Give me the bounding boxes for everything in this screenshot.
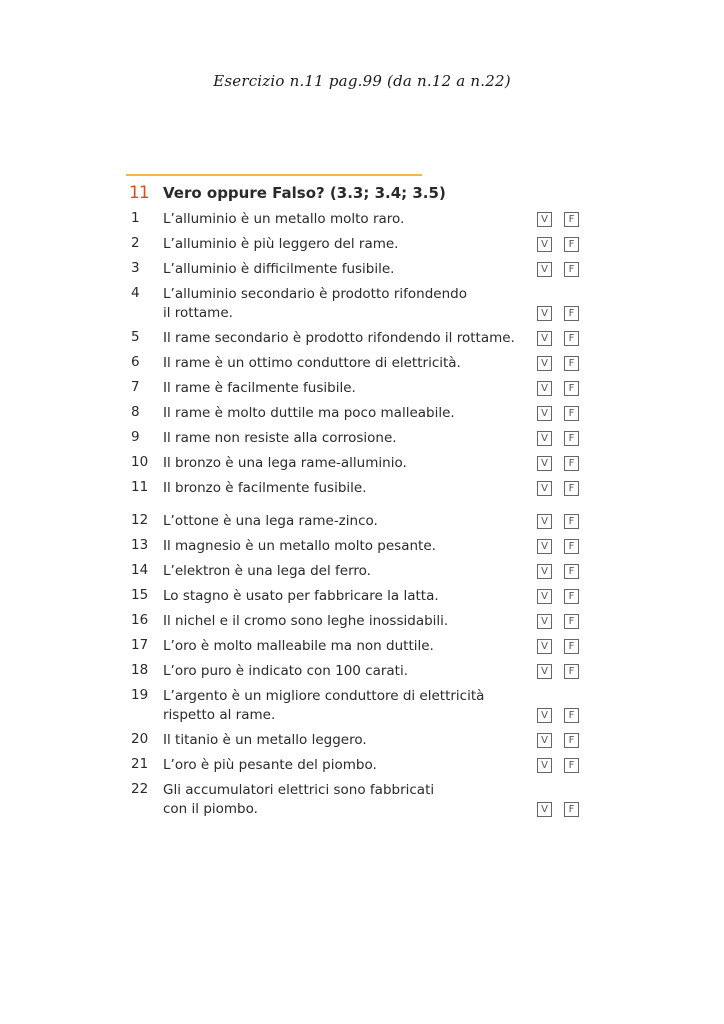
statement-text bbox=[163, 479, 523, 498]
true-checkbox[interactable]: V bbox=[537, 639, 552, 654]
statement-text bbox=[163, 512, 523, 531]
statement-line: il rottame. bbox=[163, 305, 233, 321]
statement-text bbox=[163, 285, 523, 323]
statement-number: 22 bbox=[131, 781, 149, 797]
statement-text bbox=[163, 429, 523, 448]
true-checkbox[interactable]: V bbox=[537, 664, 552, 679]
statement-line: L’oro puro è indicato con 100 carati. bbox=[163, 663, 409, 679]
true-checkbox[interactable]: V bbox=[537, 481, 552, 496]
statement-text bbox=[163, 687, 523, 725]
statement-line: Il nichel e il cromo sono leghe inossidabili. bbox=[163, 613, 449, 629]
statement-number: 7 bbox=[131, 379, 140, 395]
statement-line: Il titanio è un metallo leggero. bbox=[163, 732, 367, 748]
statement-line: Il rame è un ottimo conduttore di elettricità. bbox=[163, 355, 461, 371]
true-checkbox[interactable]: V bbox=[537, 456, 552, 471]
true-checkbox[interactable]: V bbox=[537, 708, 552, 723]
statement-line: rispetto al rame. bbox=[163, 707, 276, 723]
true-checkbox[interactable]: V bbox=[537, 331, 552, 346]
exercise-header bbox=[126, 182, 586, 212]
statement-text bbox=[163, 537, 523, 556]
false-checkbox[interactable]: F bbox=[564, 331, 579, 346]
false-checkbox[interactable]: F bbox=[564, 539, 579, 554]
true-checkbox[interactable]: V bbox=[537, 212, 552, 227]
header-rule bbox=[126, 174, 422, 176]
statement-line: Il bronzo è facilmente fusibile. bbox=[163, 480, 367, 496]
statement-line: L’argento è un migliore conduttore di elettricità bbox=[163, 688, 485, 704]
statement-number: 9 bbox=[131, 429, 140, 445]
statement-text bbox=[163, 454, 523, 473]
false-checkbox[interactable]: F bbox=[564, 514, 579, 529]
statement-line: L’oro è molto malleabile ma non duttile. bbox=[163, 638, 434, 654]
statement-number: 3 bbox=[131, 260, 140, 276]
false-checkbox[interactable]: F bbox=[564, 708, 579, 723]
false-checkbox[interactable]: F bbox=[564, 639, 579, 654]
statement-text bbox=[163, 612, 523, 631]
statement-number: 19 bbox=[131, 687, 149, 703]
statement-text bbox=[163, 379, 523, 398]
statement-line: Il magnesio è un metallo molto pesante. bbox=[163, 538, 436, 554]
statement-line: L’ottone è una lega rame-zinco. bbox=[163, 513, 378, 529]
false-checkbox[interactable]: F bbox=[564, 456, 579, 471]
statement-text bbox=[163, 329, 523, 348]
statement-text bbox=[163, 731, 523, 750]
statement-number: 4 bbox=[131, 285, 140, 301]
statement-text bbox=[163, 260, 523, 279]
true-checkbox[interactable]: V bbox=[537, 802, 552, 817]
statement-line: L’alluminio è più leggero del rame. bbox=[163, 236, 399, 252]
statement-number: 15 bbox=[131, 587, 149, 603]
true-checkbox[interactable]: V bbox=[537, 381, 552, 396]
true-checkbox[interactable]: V bbox=[537, 589, 552, 604]
false-checkbox[interactable]: F bbox=[564, 306, 579, 321]
false-checkbox[interactable]: F bbox=[564, 733, 579, 748]
false-checkbox[interactable]: F bbox=[564, 262, 579, 277]
true-checkbox[interactable]: V bbox=[537, 306, 552, 321]
statement-number: 21 bbox=[131, 756, 149, 772]
true-checkbox[interactable]: V bbox=[537, 733, 552, 748]
exercise-block bbox=[126, 174, 586, 817]
statement-text bbox=[163, 587, 523, 606]
statement-number: 18 bbox=[131, 662, 149, 678]
statement-number: 13 bbox=[131, 537, 149, 553]
statement-text bbox=[163, 662, 523, 681]
statement-line: Il rame non resiste alla corrosione. bbox=[163, 430, 397, 446]
statement-number: 5 bbox=[131, 329, 140, 345]
statement-number: 2 bbox=[131, 235, 140, 251]
false-checkbox[interactable]: F bbox=[564, 664, 579, 679]
statement-text bbox=[163, 781, 523, 819]
statement-text bbox=[163, 562, 523, 581]
statement-text bbox=[163, 404, 523, 423]
true-checkbox[interactable]: V bbox=[537, 431, 552, 446]
true-checkbox[interactable]: V bbox=[537, 356, 552, 371]
statement-line: Gli accumulatori elettrici sono fabbricati bbox=[163, 782, 435, 798]
exercise-number: 11 bbox=[129, 183, 149, 203]
false-checkbox[interactable]: F bbox=[564, 564, 579, 579]
statement-number: 17 bbox=[131, 637, 149, 653]
statement-line: L’alluminio secondario è prodotto rifondendo bbox=[163, 286, 467, 302]
statement-text bbox=[163, 354, 523, 373]
true-checkbox[interactable]: V bbox=[537, 539, 552, 554]
statement-number: 6 bbox=[131, 354, 140, 370]
false-checkbox[interactable]: F bbox=[564, 237, 579, 252]
statement-line: L’alluminio è difficilmente fusibile. bbox=[163, 261, 395, 277]
statement-text bbox=[163, 637, 523, 656]
statement-text bbox=[163, 235, 523, 254]
true-checkbox[interactable]: V bbox=[537, 564, 552, 579]
statement-line: con il piombo. bbox=[163, 801, 258, 817]
false-checkbox[interactable]: F bbox=[564, 431, 579, 446]
true-checkbox[interactable]: V bbox=[537, 514, 552, 529]
statement-number: 11 bbox=[131, 479, 149, 495]
statement-line: Lo stagno è usato per fabbricare la latta. bbox=[163, 588, 439, 604]
false-checkbox[interactable]: F bbox=[564, 356, 579, 371]
statement-number: 10 bbox=[131, 454, 149, 470]
statement-number: 16 bbox=[131, 612, 149, 628]
statement-line: L’elektron è una lega del ferro. bbox=[163, 563, 371, 579]
true-checkbox[interactable]: V bbox=[537, 237, 552, 252]
statement-number: 14 bbox=[131, 562, 149, 578]
statement-line: Il bronzo è una lega rame-alluminio. bbox=[163, 455, 407, 471]
false-checkbox[interactable]: F bbox=[564, 481, 579, 496]
statement-line: Il rame secondario è prodotto rifondendo il rottame. bbox=[163, 330, 515, 346]
page-title: Esercizio n.11 pag.99 (da n.12 a n.22) bbox=[213, 72, 511, 90]
false-checkbox[interactable]: F bbox=[564, 614, 579, 629]
false-checkbox[interactable]: F bbox=[564, 802, 579, 817]
false-checkbox[interactable]: F bbox=[564, 758, 579, 773]
statement-line: Il rame è facilmente fusibile. bbox=[163, 380, 356, 396]
statement-text bbox=[163, 756, 523, 775]
statement-number: 20 bbox=[131, 731, 149, 747]
statement-line: L’alluminio è un metallo molto raro. bbox=[163, 211, 405, 227]
true-checkbox[interactable]: V bbox=[537, 406, 552, 421]
statement-text bbox=[163, 210, 523, 229]
statement-number: 8 bbox=[131, 404, 140, 420]
false-checkbox[interactable]: F bbox=[564, 589, 579, 604]
statement-number: 1 bbox=[131, 210, 140, 226]
exercise-title: Vero oppure Falso? (3.3; 3.4; 3.5) bbox=[163, 184, 446, 202]
statement-line: Il rame è molto duttile ma poco malleabile. bbox=[163, 405, 455, 421]
true-checkbox[interactable]: V bbox=[537, 758, 552, 773]
false-checkbox[interactable]: F bbox=[564, 212, 579, 227]
statement-number: 12 bbox=[131, 512, 149, 528]
false-checkbox[interactable]: F bbox=[564, 406, 579, 421]
true-checkbox[interactable]: V bbox=[537, 614, 552, 629]
false-checkbox[interactable]: F bbox=[564, 381, 579, 396]
statement-line: L’oro è più pesante del piombo. bbox=[163, 757, 377, 773]
true-checkbox[interactable]: V bbox=[537, 262, 552, 277]
